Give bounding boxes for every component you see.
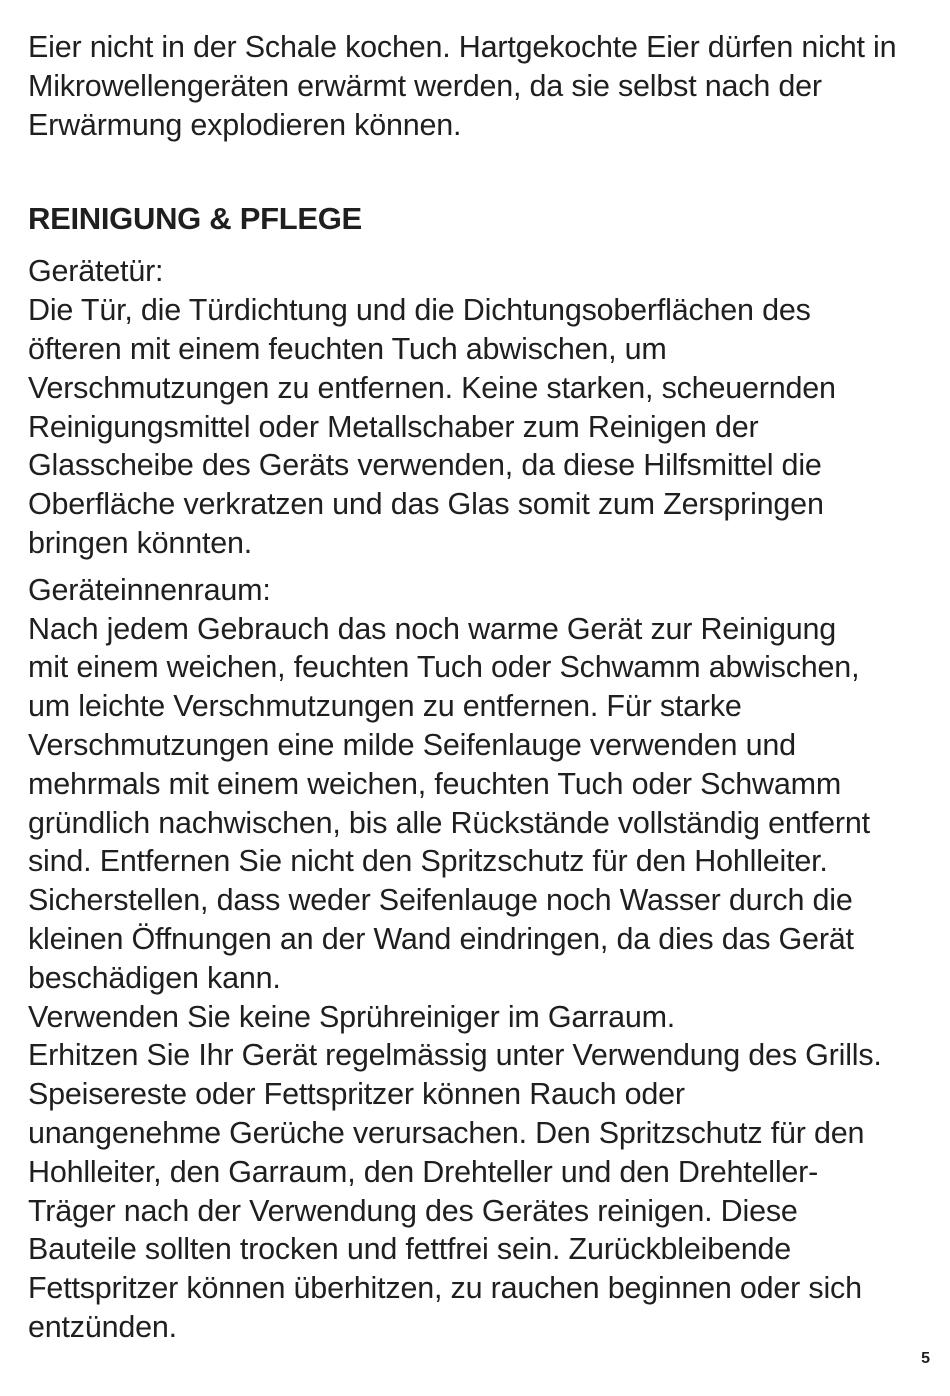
text-line: mehrmals mit einem weichen, feuchten Tuch oder Schwamm xyxy=(28,766,842,801)
text-line: Bauteile sollten trocken und fettfrei sein. Zurückbleibende xyxy=(28,1232,792,1267)
text-line: Träger nach der Verwendung des Gerätes reinigen. Diese xyxy=(28,1193,798,1228)
text-line: Speisereste oder Fettspritzer können Rauch oder xyxy=(28,1077,685,1112)
text-line: Verwenden Sie keine Sprühreiniger im Garraum. xyxy=(28,999,676,1034)
text-line: mit einem weichen, feuchten Tuch oder Schwamm abwischen, xyxy=(28,650,860,685)
text-line: gründlich nachwischen, bis alle Rückstände vollständig entfernt xyxy=(28,805,870,840)
door-paragraph xyxy=(28,291,940,563)
text-line: beschädigen kann. xyxy=(28,960,281,995)
text-line: Verschmutzungen eine milde Seifenlauge verwenden und xyxy=(28,727,796,762)
interior-paragraph xyxy=(28,610,940,1347)
text-line: Erhitzen Sie Ihr Gerät regelmässig unter Verwendung des Grills. xyxy=(28,1038,882,1073)
intro-paragraph xyxy=(28,28,940,144)
text-line: öfteren mit einem feuchten Tuch abwischen, um xyxy=(28,331,667,366)
text-line: unangenehme Gerüche verursachen. Den Spritzschutz für den xyxy=(28,1115,865,1150)
manual-page xyxy=(28,28,940,1347)
text-line: Reinigungsmittel oder Metallschaber zum Reinigen der xyxy=(28,409,759,444)
text-line: entzünden. xyxy=(28,1309,177,1344)
text-line: kleinen Öffnungen an der Wand eindringen, da dies das Gerät xyxy=(28,921,854,956)
text-line: um leichte Verschmutzungen zu entfernen. Für starke xyxy=(28,689,742,724)
text-line: Mikrowellengeräten erwärmt werden, da sie selbst nach der xyxy=(28,68,822,103)
text-line: Nach jedem Gebrauch das noch warme Gerät zur Reinigung xyxy=(28,611,837,646)
text-line: sind. Entfernen Sie nicht den Spritzschutz für den Hohlleiter. xyxy=(28,844,828,879)
text-line: Glasscheibe des Geräts verwenden, da diese Hilfsmittel die xyxy=(28,448,822,483)
page-number: 5 xyxy=(921,1350,930,1367)
text-line: Verschmutzungen zu entfernen. Keine starken, scheuernden xyxy=(28,370,836,405)
section-heading: REINIGUNG & PFLEGE xyxy=(28,201,362,237)
text-line: Erwärmung explodieren können. xyxy=(28,107,462,142)
text-line: Hohlleiter, den Garraum, den Drehteller und den Drehteller- xyxy=(28,1154,819,1189)
text-line: Sicherstellen, dass weder Seifenlauge noch Wasser durch die xyxy=(28,883,853,918)
text-line: Fettspritzer können überhitzen, zu rauchen beginnen oder sich xyxy=(28,1271,862,1306)
text-line: Eier nicht in der Schale kochen. Hartgekochte Eier dürfen nicht in xyxy=(28,30,897,64)
door-label: Gerätetür: xyxy=(28,254,164,289)
text-line: Die Tür, die Türdichtung und die Dichtungsoberflächen des xyxy=(28,293,811,328)
interior-label: Geräteinnenraum: xyxy=(28,572,271,607)
text-line: Oberfläche verkratzen und das Glas somit zum Zerspringen xyxy=(28,487,824,522)
text-line: bringen könnten. xyxy=(28,525,253,560)
